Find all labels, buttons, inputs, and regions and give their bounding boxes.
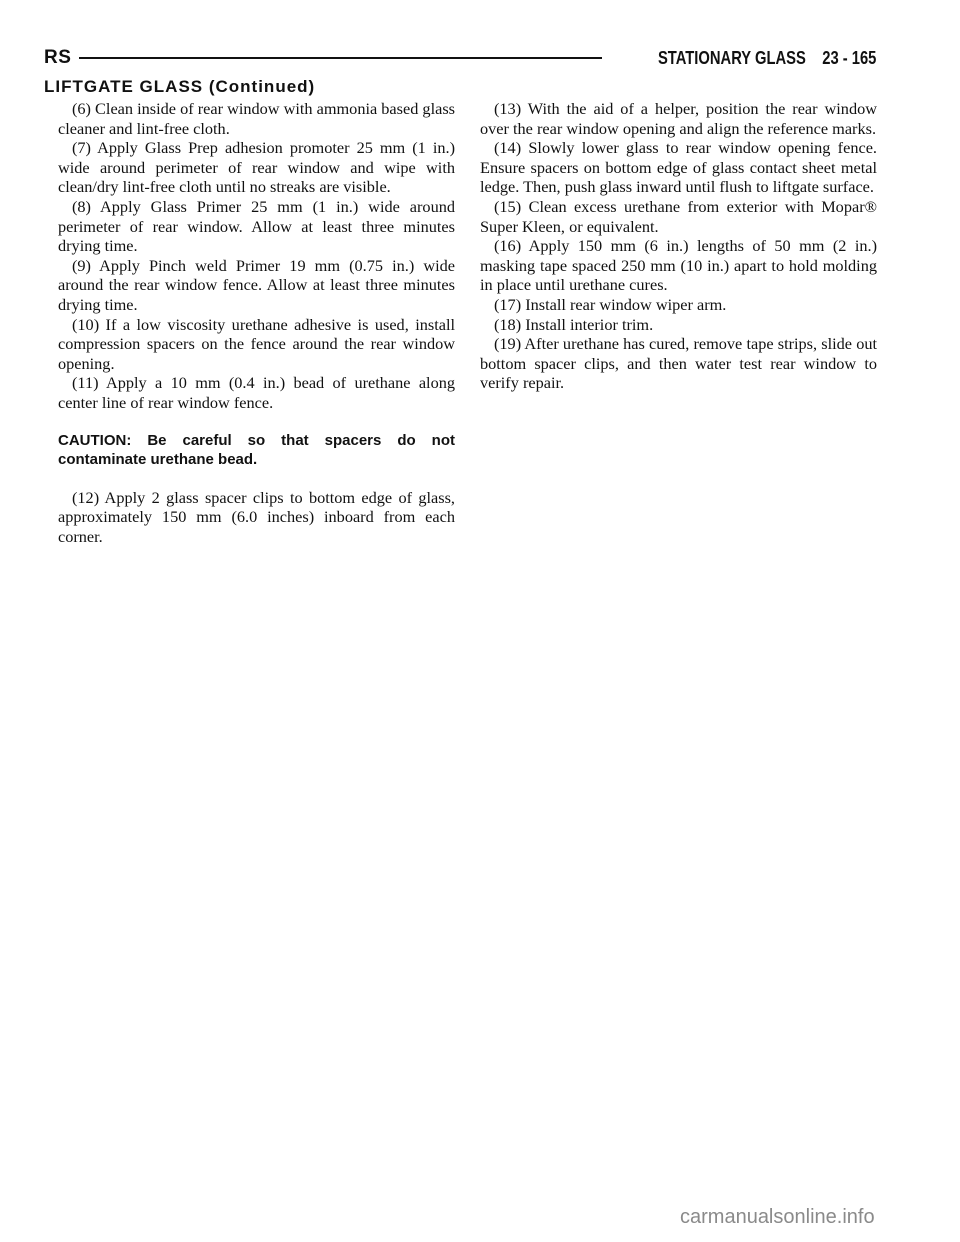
step-16: (16) Apply 150 mm (6 in.) lengths of 50 mm (2 in.) masking tape spaced 250 mm (10 in.) apart to hold molding in place until urethane cures. (480, 236, 877, 295)
step-9: (9) Apply Pinch weld Primer 19 mm (0.75 in.) wide around the rear window fence. Allow at least three minutes drying time. (58, 255, 455, 314)
step-17: (17) Install rear window wiper arm. (494, 294, 727, 314)
step-7: (7) Apply Glass Prep adhesion promoter 25 mm (1 in.) wide around perimeter of rear window and wipe with clean/dry lint-free cloth until no streaks are visible. (58, 138, 455, 197)
right-column (480, 99, 877, 393)
step-18: (18) Install interior trim. (494, 314, 654, 334)
header-right (658, 48, 876, 69)
step-10: (10) If a low viscosity urethane adhesive is used, install compression spacers on the fence around the rear window opening. (58, 314, 455, 373)
step-6: (6) Clean inside of rear window with ammonia based glass cleaner and lint-free cloth. (58, 99, 455, 138)
step-12: (12) Apply 2 glass spacer clips to bottom edge of glass, approximately 150 mm (6.0 inches) inboard from each corner. (58, 487, 455, 546)
watermark-link[interactable]: carmanualsonline.info (680, 1206, 875, 1228)
page-header (44, 46, 876, 70)
caution-note: CAUTION: Be careful so that spacers do not contaminate urethane bead. (58, 431, 455, 469)
section-title: LIFTGATE GLASS (Continued) (44, 77, 316, 96)
section-name: STATIONARY GLASS (657, 47, 806, 68)
step-11: (11) Apply a 10 mm (0.4 in.) bead of urethane along center line of rear window fence. (58, 373, 455, 412)
step-14: (14) Slowly lower glass to rear window opening fence. Ensure spacers on bottom edge of glass contact sheet metal ledge. Then, push glass inward until flush to liftgate surface. (480, 138, 877, 197)
model-code: RS (44, 47, 72, 68)
left-column (58, 99, 455, 546)
step-19: (19) After urethane has cured, remove tape strips, slide out bottom spacer clips, and then water test rear window to verify repair. (480, 334, 877, 393)
step-8: (8) Apply Glass Primer 25 mm (1 in.) wide around perimeter of rear window. Allow at least three minutes drying time. (58, 196, 455, 256)
step-15: (15) Clean excess urethane from exterior with Mopar® Super Kleen, or equivalent. (480, 196, 877, 236)
header-rule (79, 57, 601, 59)
page-number: 23 - 165 (821, 47, 876, 68)
step-13: (13) With the aid of a helper, position the rear window over the rear window opening and align the reference marks. (480, 99, 877, 138)
